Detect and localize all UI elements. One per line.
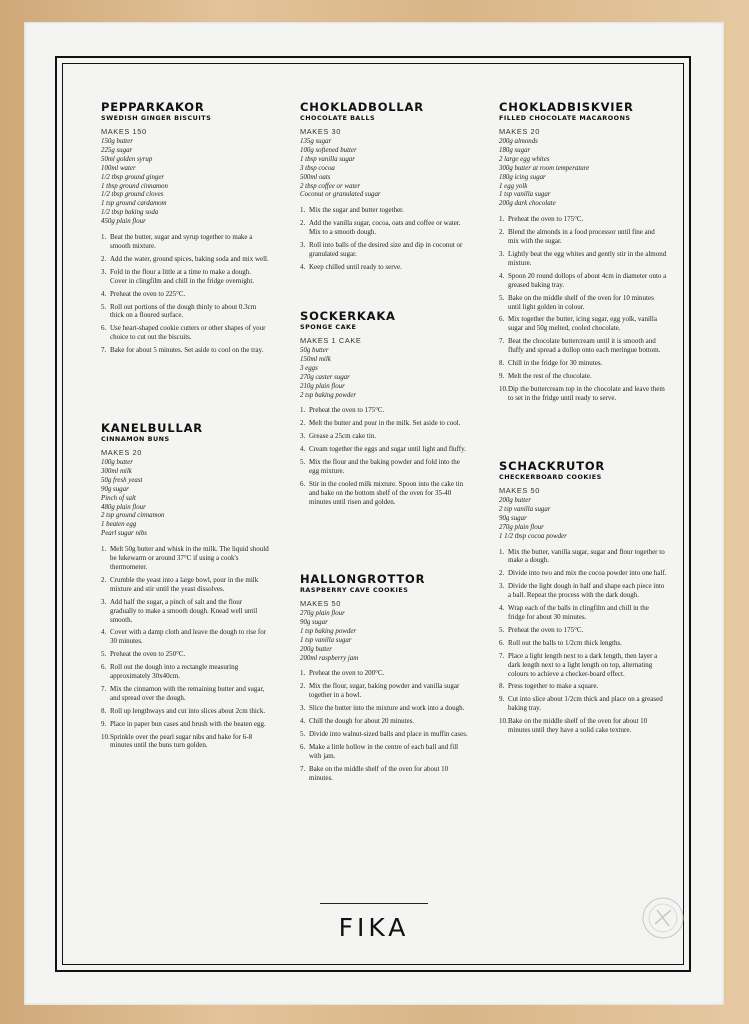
ingredient-item: Pinch of salt bbox=[101, 494, 136, 502]
step-text: Make a little hollow in the centre of each ball and fill with jam. bbox=[309, 742, 459, 760]
recipe-subtitle: CHOCOLATE BALLS bbox=[300, 114, 376, 122]
method-step bbox=[101, 628, 269, 646]
step-number: 1. bbox=[300, 669, 306, 678]
step-text: Use heart-shaped cookie cutters or other shapes of your choice to cut out the biscuits. bbox=[110, 324, 266, 342]
recipe-hallongrottor bbox=[300, 573, 468, 787]
step-text: Add the vanilla sugar, cocoa, oats and coffee or water. Mix to a smooth dough. bbox=[309, 219, 461, 237]
step-number: 8. bbox=[499, 359, 505, 368]
step-number: 10. bbox=[499, 717, 508, 726]
method-step bbox=[101, 650, 269, 659]
method-step bbox=[499, 372, 667, 381]
recipe-subtitle: CINNAMON BUNS bbox=[101, 435, 170, 443]
ingredient-item: 90g sugar bbox=[499, 514, 527, 522]
step-text: Roll out the balls to 1/2cm thick lengths. bbox=[508, 638, 622, 647]
ingredient-item: 3 eggs bbox=[300, 364, 318, 372]
ingredient-item: 200g almonds bbox=[499, 138, 538, 145]
ingredient-item: 1/2 tbsp ground cloves bbox=[101, 191, 164, 199]
step-number: 2. bbox=[101, 575, 107, 584]
step-number: 5. bbox=[499, 625, 505, 634]
ingredient-item: 210g plain flour bbox=[300, 382, 345, 390]
step-number: 2. bbox=[300, 682, 306, 691]
ingredient-item: 1 tsp ground cardamom bbox=[101, 200, 167, 208]
method-step bbox=[300, 765, 468, 783]
step-text: Preheat the oven to 250°C. bbox=[110, 650, 186, 659]
step-text: Add the water, ground spices, baking soda and mix well. bbox=[110, 254, 269, 263]
recipe-chokladbollar bbox=[300, 101, 468, 276]
method-step bbox=[499, 359, 667, 368]
recipe-title: SOCKERKAKA bbox=[300, 309, 396, 323]
method-step bbox=[300, 406, 468, 415]
step-text: Roll up lengthways and cut into slices about 2cm thick. bbox=[110, 706, 266, 715]
step-text: Bake on the middle shelf of the oven for 10 minutes until light golden in colour. bbox=[508, 293, 654, 311]
ingredient-list bbox=[300, 610, 468, 663]
step-text: Roll out the dough into a rectangle measuring approximately 30x40cm. bbox=[110, 663, 239, 681]
method-step bbox=[101, 576, 269, 594]
method-step bbox=[300, 432, 468, 441]
recipe-kanelbullar bbox=[101, 422, 269, 754]
step-number: 1. bbox=[101, 545, 107, 554]
step-number: 1. bbox=[499, 547, 505, 556]
method-steps bbox=[101, 545, 269, 750]
step-number: 6. bbox=[499, 315, 505, 324]
step-number: 9. bbox=[101, 719, 107, 728]
step-number: 5. bbox=[300, 458, 306, 467]
ingredient-item: 1/2 tbsp baking soda bbox=[101, 209, 159, 217]
ingredient-item: 1 egg yolk bbox=[499, 182, 528, 190]
recipe-subtitle: SPONGE CAKE bbox=[300, 323, 357, 331]
step-text: Cover with a damp cloth and leave the dough to rise for 30 minutes. bbox=[110, 628, 267, 646]
step-text: Place in paper bun cases and brush with the beaten egg. bbox=[110, 719, 266, 728]
ingredient-item: 1 tbsp vanilla sugar bbox=[300, 155, 355, 163]
method-step bbox=[499, 717, 667, 735]
step-number: 4. bbox=[101, 289, 107, 298]
ingredient-item: 100g softened butter bbox=[300, 146, 357, 154]
step-text: Stir in the cooled milk mixture. Spoon into the cake tin and bake on the bottom shelf of the oven for 35-40 minutes until risen and golden. bbox=[309, 479, 464, 506]
ingredient-item: 200g butter bbox=[300, 645, 332, 653]
ingredient-item: 2 large egg whites bbox=[499, 155, 550, 163]
ingredient-item: 200g dark chocolate bbox=[499, 200, 556, 208]
poster-title: FIKA bbox=[338, 913, 410, 942]
step-number: 7. bbox=[101, 346, 107, 355]
method-step bbox=[101, 720, 269, 729]
method-step bbox=[300, 717, 468, 726]
recipe-title: CHOKLADBOLLAR bbox=[300, 100, 424, 114]
step-number: 2. bbox=[499, 228, 505, 237]
step-text: Wrap each of the balls in clingfilm and chill in the fridge for about 30 minutes. bbox=[508, 604, 649, 621]
step-number: 7. bbox=[101, 684, 107, 693]
step-number: 4. bbox=[300, 445, 306, 454]
step-number: 10. bbox=[499, 384, 508, 393]
step-number: 3. bbox=[101, 597, 107, 606]
method-step bbox=[499, 337, 667, 355]
step-text: Spoon 20 round dollops of about 4cm in diameter onto a greased baking tray. bbox=[508, 271, 667, 289]
recipe-yield: MAKES 20 bbox=[101, 448, 142, 457]
recipe-yield: MAKES 30 bbox=[300, 127, 341, 136]
ingredient-item: 1 tsp vanilla sugar bbox=[300, 636, 352, 644]
step-text: Beat the butter, sugar and syrup together to make a smooth mixture. bbox=[110, 233, 253, 250]
method-step bbox=[499, 250, 667, 268]
step-text: Mix together the butter, icing sugar, egg yolk, vanilla sugar and 50g melted, cooled chocolate. bbox=[508, 315, 657, 333]
ingredient-item: 270g plain flour bbox=[499, 523, 544, 531]
step-text: Divide into two and mix the cocoa powder into one half. bbox=[508, 569, 667, 578]
method-step bbox=[499, 294, 667, 312]
ingredient-item: 1 beaten egg bbox=[101, 521, 137, 529]
step-text: Divide into walnut-sized balls and place in muffin cases. bbox=[309, 729, 468, 738]
step-number: 3. bbox=[499, 582, 505, 591]
recipe-title: CHOKLADBISKVIER bbox=[499, 100, 634, 114]
recipe-column-right bbox=[499, 101, 667, 781]
method-step bbox=[300, 241, 468, 259]
step-number: 3. bbox=[300, 704, 306, 713]
step-number: 8. bbox=[499, 682, 505, 691]
step-number: 6. bbox=[499, 638, 505, 647]
ingredient-item: 50g fresh yeast bbox=[101, 476, 143, 484]
method-step bbox=[499, 626, 667, 635]
method-step bbox=[101, 233, 269, 251]
method-steps bbox=[499, 548, 667, 735]
step-text: Add half the sugar, a pinch of salt and the flour gradually to make a smooth dough. Knead well until smooth. bbox=[110, 597, 258, 624]
ingredient-item: 2 tbsp coffee or water bbox=[300, 182, 361, 190]
method-step bbox=[101, 255, 269, 264]
step-text: Chill in the fridge for 30 minutes. bbox=[508, 359, 603, 368]
method-step bbox=[101, 268, 269, 286]
step-text: Mix the butter, vanilla sugar, sugar and flour together to make a dough. bbox=[508, 547, 665, 565]
step-text: Cut into slice about 1/2cm thick and place on a greased baking tray. bbox=[508, 695, 663, 713]
ingredient-item: 1 tbsp ground cinnamon bbox=[101, 182, 168, 190]
step-number: 7. bbox=[499, 337, 505, 346]
ingredient-item: 150g butter bbox=[101, 138, 133, 145]
step-text: Keep chilled until ready to serve. bbox=[309, 262, 402, 271]
recipe-yield: MAKES 20 bbox=[499, 127, 540, 136]
recipe-column-middle bbox=[300, 101, 468, 831]
method-step bbox=[300, 704, 468, 713]
method-step bbox=[101, 598, 269, 625]
step-number: 6. bbox=[300, 742, 306, 751]
step-text: Preheat the oven to 175°C. bbox=[309, 406, 385, 415]
step-number: 4. bbox=[499, 604, 505, 613]
step-number: 4. bbox=[300, 717, 306, 726]
step-text: Melt 50g butter and whisk in the milk. The liquid should be lukewarm or around 37°C if using a cook's thermometer. bbox=[110, 545, 269, 571]
ingredient-item: 100g butter bbox=[101, 459, 133, 466]
method-step bbox=[300, 743, 468, 761]
recipe-subtitle: SWEDISH GINGER BISCUITS bbox=[101, 114, 212, 122]
step-number: 6. bbox=[101, 324, 107, 333]
method-step bbox=[499, 682, 667, 691]
step-text: Preheat the oven to 200°C. bbox=[309, 669, 385, 678]
method-steps bbox=[300, 406, 468, 506]
recipe-subtitle: CHECKERBOARD COOKIES bbox=[499, 473, 602, 481]
step-number: 2. bbox=[499, 569, 505, 578]
method-step bbox=[101, 324, 269, 342]
method-step bbox=[499, 639, 667, 648]
recipe-column-left bbox=[101, 101, 269, 801]
ingredient-item: 2 tsp ground cinnamon bbox=[101, 512, 165, 520]
ingredient-item: 90g sugar bbox=[101, 485, 129, 493]
step-number: 10. bbox=[101, 732, 110, 741]
step-number: 5. bbox=[101, 650, 107, 659]
ingredient-item: 135g sugar bbox=[300, 138, 332, 145]
recipe-subtitle: RASPBERRY CAVE COOKIES bbox=[300, 586, 409, 594]
step-number: 3. bbox=[300, 241, 306, 250]
step-number: 1. bbox=[499, 215, 505, 224]
step-number: 4. bbox=[499, 271, 505, 280]
method-step bbox=[101, 303, 269, 321]
recipe-schackrutor bbox=[499, 460, 667, 739]
ingredient-item: 90g sugar bbox=[300, 618, 328, 626]
method-step bbox=[499, 652, 667, 679]
method-step bbox=[300, 669, 468, 678]
step-number: 3. bbox=[300, 432, 306, 441]
ingredient-item: 500ml oats bbox=[300, 173, 331, 181]
ingredient-item: 200ml raspberry jam bbox=[300, 654, 359, 662]
method-step bbox=[499, 272, 667, 290]
step-text: Lightly beat the egg whites and gently stir in the almond mixture. bbox=[508, 249, 667, 267]
method-step bbox=[499, 228, 667, 246]
step-number: 1. bbox=[101, 233, 107, 242]
step-number: 9. bbox=[499, 695, 505, 704]
step-text: Blend the almonds in a food processor until fine and mix with the sugar. bbox=[508, 228, 655, 246]
ingredient-item: 50ml golden syrup bbox=[101, 155, 153, 163]
ingredient-item: 450g plain flour bbox=[101, 218, 146, 226]
method-step bbox=[300, 263, 468, 272]
step-text: Melt the rest of the chocolate. bbox=[508, 371, 592, 380]
method-step bbox=[101, 685, 269, 703]
step-text: Mix the sugar and butter together. bbox=[309, 206, 404, 215]
ingredient-item: 1/2 tbsp ground ginger bbox=[101, 173, 165, 181]
ingredient-item: 270g caster sugar bbox=[300, 373, 350, 381]
method-step bbox=[499, 315, 667, 333]
recipe-subtitle: FILLED CHOCOLATE MACAROONS bbox=[499, 114, 631, 122]
ingredient-item: 300ml milk bbox=[101, 467, 132, 475]
step-text: Bake on the middle shelf of the oven for about 10 minutes. bbox=[309, 764, 449, 782]
ingredient-item: 50g butter bbox=[300, 347, 329, 354]
ingredient-item: 1 1/2 tbsp cocoa powder bbox=[499, 532, 567, 540]
ingredient-item: 200g butter bbox=[499, 497, 531, 504]
method-step bbox=[499, 695, 667, 713]
method-step bbox=[499, 215, 667, 224]
step-text: Preheat the oven to 175°C. bbox=[508, 215, 584, 224]
method-step bbox=[499, 569, 667, 578]
step-number: 1. bbox=[300, 406, 306, 415]
method-steps bbox=[101, 233, 269, 355]
ingredient-item: 180g icing sugar bbox=[499, 173, 546, 181]
step-text: Slice the butter into the mixture and work into a dough. bbox=[309, 704, 465, 713]
step-text: Place a light length next to a dark length, then layer a dark length next to a light length on top, alternating colours to achieve a checker-board effect. bbox=[508, 651, 658, 678]
step-number: 2. bbox=[101, 254, 107, 263]
method-steps bbox=[300, 206, 468, 271]
method-step bbox=[499, 582, 667, 600]
step-text: Melt the butter and pour in the milk. Set aside to cool. bbox=[309, 419, 461, 428]
step-text: Sprinkle over the pearl sugar nibs and bake for 6-8 minutes until the buns turn golden. bbox=[110, 732, 253, 750]
ingredient-list bbox=[499, 138, 667, 209]
step-text: Crumble the yeast into a large bowl, pour in the milk mixture and stir until the yeast dissolves. bbox=[110, 575, 259, 593]
step-text: Chill the dough for about 20 minutes. bbox=[309, 717, 415, 726]
ingredient-list bbox=[101, 138, 269, 227]
ingredient-item: 270g plain flour bbox=[300, 610, 345, 617]
recipe-sockerkaka bbox=[300, 310, 468, 511]
step-number: 3. bbox=[101, 267, 107, 276]
ingredient-item: 3 tbsp cocoa bbox=[300, 164, 335, 172]
method-step bbox=[300, 458, 468, 476]
step-number: 5. bbox=[101, 302, 107, 311]
step-number: 5. bbox=[300, 729, 306, 738]
seal-emblem bbox=[641, 896, 685, 940]
step-text: Bake on the middle shelf of the oven for about 10 minutes until they have a solid cake texture. bbox=[508, 717, 648, 735]
method-step bbox=[101, 545, 269, 572]
method-step bbox=[101, 290, 269, 299]
step-number: 7. bbox=[300, 764, 306, 773]
ingredient-list bbox=[101, 459, 269, 539]
method-step bbox=[300, 445, 468, 454]
ingredient-item: 150ml milk bbox=[300, 355, 331, 363]
step-text: Cream together the eggs and sugar until light and fluffy. bbox=[309, 445, 466, 454]
method-steps bbox=[300, 669, 468, 782]
method-step bbox=[499, 604, 667, 622]
step-text: Bake for about 5 minutes. Set aside to cool on the tray. bbox=[110, 346, 264, 355]
method-step bbox=[300, 682, 468, 700]
method-step bbox=[300, 206, 468, 215]
step-text: Grease a 25cm cake tin. bbox=[309, 432, 377, 441]
step-number: 7. bbox=[499, 651, 505, 660]
step-text: Preheat the oven to 225°C. bbox=[110, 289, 186, 298]
recipe-title: HALLONGROTTOR bbox=[300, 572, 426, 586]
ingredient-list bbox=[300, 138, 468, 200]
ingredient-item: 1 tsp vanilla sugar bbox=[499, 191, 551, 199]
method-step bbox=[101, 707, 269, 716]
step-text: Preheat the oven to 175°C. bbox=[508, 625, 584, 634]
ingredient-item: 180g sugar bbox=[499, 146, 531, 154]
ingredient-list bbox=[300, 347, 468, 400]
method-step bbox=[499, 548, 667, 566]
recipe-title: SCHACKRUTOR bbox=[499, 459, 606, 473]
step-text: Mix the flour, sugar, baking powder and vanilla sugar together in a bowl. bbox=[309, 682, 460, 700]
method-step bbox=[300, 730, 468, 739]
method-step bbox=[300, 480, 468, 507]
step-number: 2. bbox=[300, 219, 306, 228]
step-number: 4. bbox=[101, 628, 107, 637]
ingredient-item: 100ml water bbox=[101, 164, 136, 172]
step-number: 6. bbox=[300, 479, 306, 488]
ingredient-item: Coconut or granulated sugar bbox=[300, 191, 381, 199]
step-number: 4. bbox=[300, 262, 306, 271]
step-text: Divide the light dough in half and shape each piece into a ball. Repeat the process with the dark dough. bbox=[508, 582, 665, 600]
method-step bbox=[101, 346, 269, 355]
ingredient-item: 300g butter at room temperature bbox=[499, 164, 590, 172]
step-number: 2. bbox=[300, 419, 306, 428]
step-text: Roll out portions of the dough thinly to about 0.3cm thick on a floured surface. bbox=[110, 302, 257, 320]
method-step bbox=[499, 385, 667, 403]
step-number: 8. bbox=[101, 706, 107, 715]
ingredient-item: 2 tsp vanilla sugar bbox=[499, 505, 551, 513]
method-steps bbox=[499, 215, 667, 402]
method-step bbox=[300, 419, 468, 428]
recipe-title: KANELBULLAR bbox=[101, 421, 203, 435]
step-text: Press together to make a square. bbox=[508, 682, 599, 691]
step-number: 9. bbox=[499, 371, 505, 380]
step-text: Mix the flour and the baking powder and fold into the egg mixture. bbox=[309, 458, 460, 475]
ingredient-item: Pearl sugar nibs bbox=[101, 530, 147, 538]
step-text: Beat the chocolate buttercream until it is smooth and fluffy and spread a dollop onto each meringue bottom. bbox=[508, 337, 661, 355]
recipe-title: PEPPARKAKOR bbox=[101, 100, 205, 114]
ingredient-item: 225g sugar bbox=[101, 146, 133, 154]
step-text: Roll into balls of the desired size and dip in coconut or granulated sugar. bbox=[309, 241, 463, 258]
step-number: 3. bbox=[499, 249, 505, 258]
step-text: Dip the buttercream top in the chocolate and leave them to set in the fridge until ready to serve. bbox=[508, 384, 665, 402]
ingredient-item: 1 tsp baking powder bbox=[300, 627, 357, 635]
title-rule bbox=[320, 903, 428, 904]
method-step bbox=[300, 219, 468, 237]
method-step bbox=[101, 663, 269, 681]
step-text: Fold in the flour a little at a time to make a dough. Cover in clingfilm and chill in the fridge overnight. bbox=[110, 267, 255, 285]
step-number: 6. bbox=[101, 663, 107, 672]
ingredient-list bbox=[499, 497, 667, 542]
recipe-yield: MAKES 150 bbox=[101, 127, 147, 136]
recipe-chokladbiskvier bbox=[499, 101, 667, 407]
method-step bbox=[101, 733, 269, 751]
recipe-yield: MAKES 50 bbox=[300, 599, 341, 608]
recipe-pepparkakor bbox=[101, 101, 269, 359]
ingredient-item: 480g plain flour bbox=[101, 503, 146, 511]
recipe-yield: MAKES 50 bbox=[499, 486, 540, 495]
step-number: 1. bbox=[300, 206, 306, 215]
step-text: Mix the cinnamon with the remaining butter and sugar, and spread over the dough. bbox=[110, 684, 265, 702]
recipe-yield: MAKES 1 CAKE bbox=[300, 336, 362, 345]
ingredient-item: 2 tsp baking powder bbox=[300, 391, 357, 399]
step-number: 5. bbox=[499, 293, 505, 302]
